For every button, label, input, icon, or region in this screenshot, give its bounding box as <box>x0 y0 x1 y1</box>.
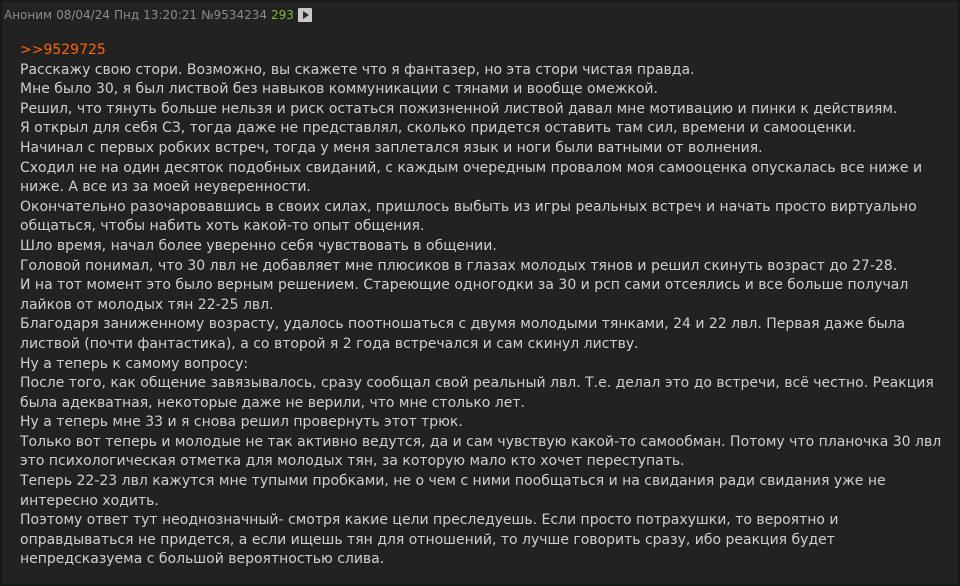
post-author: Аноним <box>4 8 53 22</box>
post-line: Теперь 22-23 лвл кажутся мне тупыми пробками, не о чем с ними пообщаться и на свидания ради свидания уже не интересно ходить. <box>20 473 886 509</box>
post-line: Головой понимал, что 30 лвл не добавляет мне плюсиков в глазах молодых тянов и решил скинуть возраст до 27-28. <box>20 257 898 274</box>
post-line: После того, как общение завязывалось, сразу сообщал свой реальный лвл. Т.е. делал это до встречи, всё честно. Реакция была адекватная, некоторые даже не верили, что мне столько лет. <box>20 375 934 411</box>
post-date: 08/04/24 <box>56 8 110 22</box>
post-line: Я открыл для себя СЗ, тогда даже не представлял, сколько придется оставить там сил, времени и самооценки. <box>20 120 857 137</box>
post-line: И на тот момент это было верным решением. Стареющие одногодки за 30 и рсп сами отсеялись и все больше получал лайков от молодых тян 22-25 лвл. <box>20 277 909 313</box>
post-weekday: Пнд <box>114 8 140 22</box>
post-line: Мне было 30, я был листвой без навыков коммуникации с тянами и вообще омежкой. <box>20 81 658 98</box>
post-line: Начинал с первых робких встреч, тогда у меня заплетался язык и ноги были ватными от волнения. <box>20 139 763 156</box>
post-line: Только вот теперь и молодые не так активно ведутся, да и сам чувствую какой-то самообман. Потому что планочка 30 лвл это психологическая отметка для молодых тян, за которую мало кто хочет переступать. <box>20 433 942 470</box>
post-line: Ну а теперь к самому вопросу: <box>20 355 249 372</box>
reply-link[interactable]: >>9529725 <box>20 42 106 58</box>
post-line: Сходил не на один десяток подобных свиданий, с каждым очередным провалом моя самооценка опускалась все ниже и ниже. А все из за моей неуверенности. <box>20 159 923 196</box>
post-line: Шло время, начал более уверенно себя чувствовать в общении. <box>20 237 497 254</box>
post-header <box>4 6 316 24</box>
post-body <box>20 41 945 570</box>
post-line: Ну а теперь мне 33 и я снова решил провернуть этот трюк. <box>20 414 463 431</box>
play-triangle-icon[interactable] <box>298 8 312 22</box>
post-container <box>2 2 958 584</box>
post-line: Решил, что тянуть больше нельзя и риск остаться пожизненной листвой давал мне мотивацию и пинки к действиям. <box>20 100 898 117</box>
post-line: Поэтому ответ тут неоднозначный- смотря какие цели преследуешь. Если просто потрахушки, то вероятно и оправдываться не придется, а если ищешь тян для отношений, то лучше говорить сразу, ибо реакция будет непредсказуема с большой вероятностью слива. <box>20 512 839 568</box>
post-line: Благодаря заниженному возрасту, удалось поотношаться с двумя молодыми тянками, 24 и 22 лвл. Первая даже была листвой (почти фантастика), а со второй я 2 года встречался и сам скинул листву. <box>20 316 906 352</box>
post-number-link[interactable]: №9534234 <box>201 8 268 22</box>
post-time: 13:20:21 <box>143 8 198 22</box>
reply-count[interactable]: 293 <box>271 8 294 22</box>
post-line: Расскажу свою стори. Возможно, вы скажете что я фантазер, но эта стори чистая правда. <box>20 61 695 78</box>
post-line: Окончательно разочаровавшись в своих силах, пришлось выбыть из игры реальных встреч и начать просто виртуально общаться, чтобы набить хоть какой-то опыт общения. <box>20 198 917 235</box>
